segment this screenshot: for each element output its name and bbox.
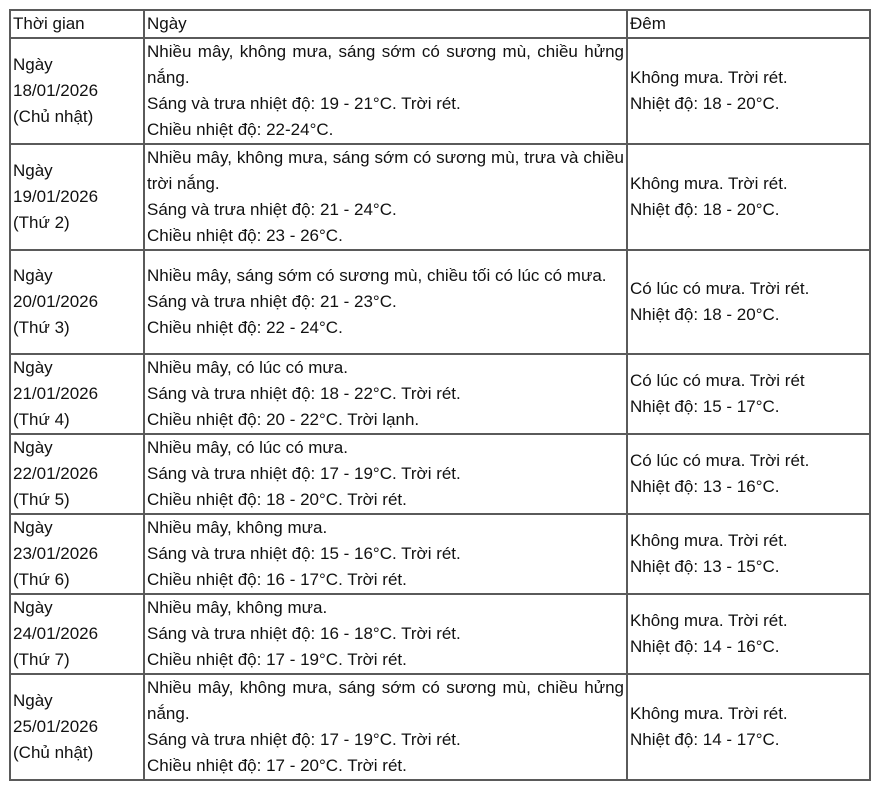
day-cell-line: Nhiều mây, sáng sớm có sương mù, chiều tối có lúc có mưa. — [147, 266, 607, 285]
day-cell — [144, 434, 627, 514]
night-cell-line: Nhiệt độ: 18 - 20°C. — [630, 200, 780, 219]
header-time: Thời gian — [10, 10, 144, 38]
day-cell — [144, 674, 627, 780]
day-cell-line: Sáng và trưa nhiệt độ: 17 - 19°C. Trời rét. — [147, 464, 461, 483]
day-cell-line: Sáng và trưa nhiệt độ: 21 - 23°C. — [147, 292, 397, 311]
day-cell — [144, 594, 627, 674]
time-cell-line: Ngày — [13, 438, 53, 457]
night-cell-line: Có lúc có mưa. Trời rét. — [630, 279, 810, 298]
time-cell — [10, 594, 144, 674]
day-cell-line: Nhiều mây, không mưa, sáng sớm có sương mù, chiều hửng nắng. — [147, 42, 624, 87]
day-cell-line: Sáng và trưa nhiệt độ: 15 - 16°C. Trời rét. — [147, 544, 461, 563]
night-cell-line: Nhiệt độ: 13 - 15°C. — [630, 557, 780, 576]
night-cell-line: Nhiệt độ: 15 - 17°C. — [630, 397, 780, 416]
day-cell-line: Nhiều mây, không mưa. — [147, 598, 328, 617]
time-cell-line: (Thứ 6) — [13, 570, 70, 589]
time-cell — [10, 674, 144, 780]
time-cell-line: (Thứ 2) — [13, 213, 70, 232]
night-cell-line: Không mưa. Trời rét. — [630, 531, 788, 550]
time-cell — [10, 514, 144, 594]
time-cell-line: Ngày — [13, 266, 53, 285]
table-row — [10, 434, 870, 514]
day-cell-line: Chiều nhiệt độ: 22-24°C. — [147, 120, 334, 139]
night-cell — [627, 674, 870, 780]
day-cell-line: Sáng và trưa nhiệt độ: 18 - 22°C. Trời rét. — [147, 384, 461, 403]
day-cell-line: Chiều nhiệt độ: 17 - 20°C. Trời rét. — [147, 756, 407, 775]
table-row — [10, 38, 870, 144]
night-cell-line: Nhiệt độ: 18 - 20°C. — [630, 94, 780, 113]
day-cell-line: Nhiều mây, có lúc có mưa. — [147, 358, 348, 377]
time-cell-line: (Chủ nhật) — [13, 107, 94, 126]
table-row — [10, 354, 870, 434]
night-cell-line: Không mưa. Trời rét. — [630, 704, 788, 723]
night-cell-line: Có lúc có mưa. Trời rét — [630, 371, 805, 390]
day-cell — [144, 144, 627, 250]
night-cell-line: Không mưa. Trời rét. — [630, 68, 788, 87]
time-cell-line: 25/01/2026 — [13, 717, 99, 736]
time-cell-line: (Thứ 5) — [13, 490, 70, 509]
night-cell-line: Không mưa. Trời rét. — [630, 174, 788, 193]
time-cell-line: 19/01/2026 — [13, 187, 99, 206]
day-cell-line: Nhiều mây, có lúc có mưa. — [147, 438, 348, 457]
time-cell — [10, 354, 144, 434]
time-cell-line: (Thứ 7) — [13, 650, 70, 669]
time-cell-line: 24/01/2026 — [13, 624, 99, 643]
day-cell — [144, 38, 627, 144]
time-cell — [10, 38, 144, 144]
day-cell-line: Chiều nhiệt độ: 16 - 17°C. Trời rét. — [147, 570, 407, 589]
table-row — [10, 144, 870, 250]
header-day: Ngày — [144, 10, 627, 38]
day-cell — [144, 354, 627, 434]
night-cell-line: Không mưa. Trời rét. — [630, 611, 788, 630]
day-cell-line: Chiều nhiệt độ: 23 - 26°C. — [147, 226, 343, 245]
table-row — [10, 674, 870, 780]
day-cell — [144, 250, 627, 354]
time-cell-line: Ngày — [13, 598, 53, 617]
night-cell — [627, 38, 870, 144]
night-cell — [627, 434, 870, 514]
day-cell-line: Sáng và trưa nhiệt độ: 21 - 24°C. — [147, 200, 397, 219]
day-cell-line: Nhiều mây, không mưa, sáng sớm có sương mù, trưa và chiều trời nắng. — [147, 148, 624, 193]
header-row — [10, 10, 870, 38]
time-cell-line: Ngày — [13, 691, 53, 710]
time-cell-line: 21/01/2026 — [13, 384, 99, 403]
time-cell-line: (Chủ nhật) — [13, 743, 94, 762]
day-cell-line: Sáng và trưa nhiệt độ: 16 - 18°C. Trời rét. — [147, 624, 461, 643]
time-cell — [10, 250, 144, 354]
day-cell-line: Chiều nhiệt độ: 22 - 24°C. — [147, 318, 343, 337]
night-cell — [627, 514, 870, 594]
night-cell-line: Có lúc có mưa. Trời rét. — [630, 451, 810, 470]
day-cell-line: Sáng và trưa nhiệt độ: 17 - 19°C. Trời rét. — [147, 730, 461, 749]
night-cell-line: Nhiệt độ: 18 - 20°C. — [630, 305, 780, 324]
night-cell-line: Nhiệt độ: 14 - 17°C. — [630, 730, 780, 749]
night-cell-line: Nhiệt độ: 14 - 16°C. — [630, 637, 780, 656]
day-cell-line: Chiều nhiệt độ: 17 - 19°C. Trời rét. — [147, 650, 407, 669]
time-cell-line: 23/01/2026 — [13, 544, 99, 563]
table-row — [10, 514, 870, 594]
night-cell-line: Nhiệt độ: 13 - 16°C. — [630, 477, 780, 496]
day-cell — [144, 514, 627, 594]
time-cell-line: Ngày — [13, 55, 53, 74]
day-cell-line: Sáng và trưa nhiệt độ: 19 - 21°C. Trời rét. — [147, 94, 461, 113]
night-cell — [627, 354, 870, 434]
header-night: Đêm — [627, 10, 870, 38]
night-cell — [627, 250, 870, 354]
table-row — [10, 250, 870, 354]
day-cell-line: Chiều nhiệt độ: 18 - 20°C. Trời rét. — [147, 490, 407, 509]
time-cell-line: 20/01/2026 — [13, 292, 99, 311]
weather-forecast-table — [9, 9, 871, 781]
time-cell-line: 22/01/2026 — [13, 464, 99, 483]
time-cell-line: (Thứ 4) — [13, 410, 70, 429]
night-cell — [627, 594, 870, 674]
day-cell-line: Nhiều mây, không mưa, sáng sớm có sương mù, chiều hửng nắng. — [147, 678, 624, 723]
time-cell-line: Ngày — [13, 518, 53, 537]
time-cell-line: Ngày — [13, 161, 53, 180]
time-cell-line: (Thứ 3) — [13, 318, 70, 337]
time-cell-line: 18/01/2026 — [13, 81, 99, 100]
night-cell — [627, 144, 870, 250]
time-cell — [10, 434, 144, 514]
time-cell — [10, 144, 144, 250]
day-cell-line: Chiều nhiệt độ: 20 - 22°C. Trời lạnh. — [147, 410, 420, 429]
time-cell-line: Ngày — [13, 358, 53, 377]
day-cell-line: Nhiều mây, không mưa. — [147, 518, 328, 537]
table-row — [10, 594, 870, 674]
